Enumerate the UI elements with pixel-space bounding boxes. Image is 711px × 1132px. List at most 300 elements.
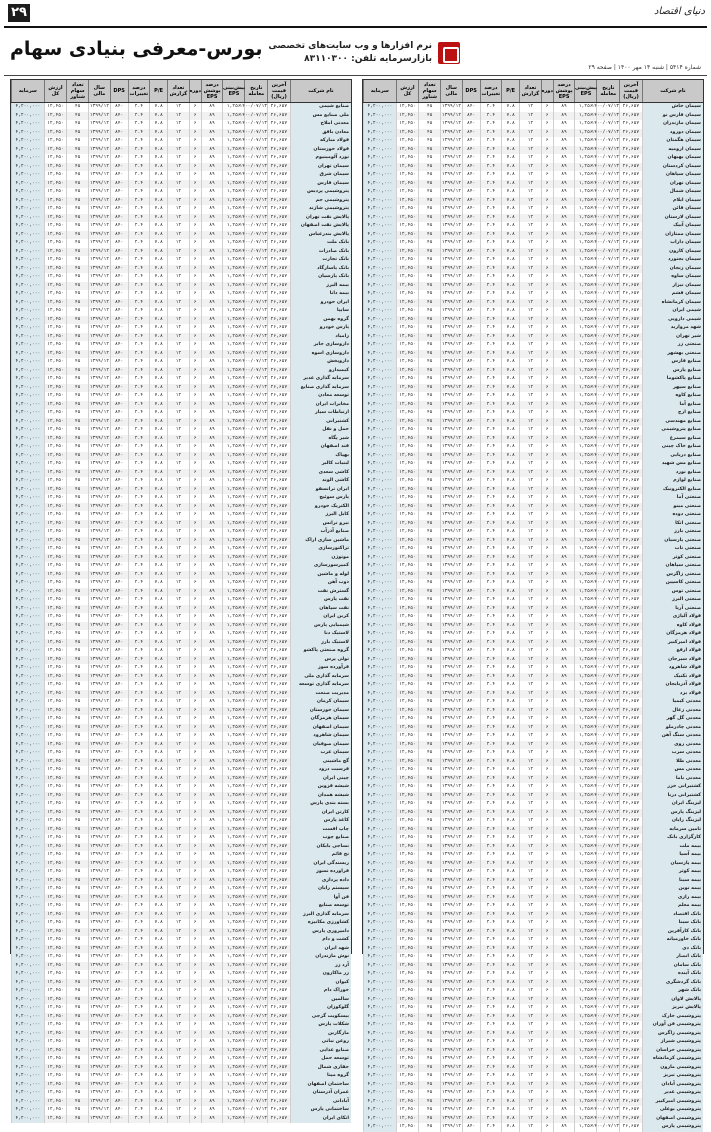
table-cell: ۸۹: [553, 647, 575, 656]
table-cell: ۴۵: [418, 299, 440, 308]
table-cell: ۱۲,۴۵۰: [44, 809, 67, 818]
table-cell: ۱۲: [519, 681, 541, 690]
table-cell: ۲۶,۶۵۷: [619, 571, 642, 580]
table-cell: ۴,۲۰۰,۰۰۰: [11, 1072, 44, 1081]
table-cell: ۷.۸: [149, 511, 167, 520]
table-cell: ۸۴۰: [462, 987, 480, 996]
table-row: [363, 724, 703, 733]
table-cell: ۱۳۹۹/۱۲: [88, 656, 110, 665]
table-cell: ۷.۸: [501, 103, 519, 112]
table-cell: ۸۴۰: [110, 843, 128, 852]
table-cell: ۸۴۰: [110, 290, 128, 299]
table-cell: ۲.۴: [128, 996, 150, 1005]
table-cell: ۴۵: [66, 299, 88, 308]
table-cell: ۶: [541, 673, 553, 682]
table-cell: ۱,۲۵۶: [574, 749, 596, 758]
table-cell: ۱,۲۵۶: [222, 902, 244, 911]
table-cell: ۸۴۰: [462, 775, 480, 784]
table-cell: ۸۹: [553, 1123, 575, 1132]
company-name: نفت پارس: [290, 596, 351, 605]
table-cell: ۲۶,۶۵۷: [267, 180, 290, 189]
table-cell: ۲۶,۶۵۷: [267, 579, 290, 588]
table-cell: ۸۹: [553, 520, 575, 529]
table-cell: ۱۳۹۹/۱۲: [88, 248, 110, 257]
table-cell: ۲۶,۶۵۷: [267, 282, 290, 291]
table-cell: ۲۶,۶۵۷: [267, 698, 290, 707]
table-cell: ۲۶,۶۵۷: [619, 341, 642, 350]
table-cell: ۱,۲۵۶: [574, 809, 596, 818]
table-row: [363, 817, 703, 826]
table-cell: ۶: [189, 494, 201, 503]
table-row: [363, 375, 703, 384]
table-cell: ۸۴۰: [462, 307, 480, 316]
table-cell: ۱۴۰۰/۰۷/۱۳: [596, 970, 619, 979]
column-header: آخرین قیمت (ریال): [267, 80, 290, 102]
table-cell: ۱,۲۵۶: [222, 673, 244, 682]
stock-table-left: [10, 79, 352, 1121]
table-cell: ۱۴۰۰/۰۷/۱۳: [596, 511, 619, 520]
table-cell: ۲۶,۶۵۷: [619, 1004, 642, 1013]
table-cell: ۲.۴: [480, 222, 502, 231]
table-cell: ۱,۲۵۶: [574, 520, 596, 529]
table-cell: ۱۲,۴۵۰: [44, 919, 67, 928]
table-cell: ۴۵: [418, 1038, 440, 1047]
table-cell: ۴,۲۰۰,۰۰۰: [363, 163, 396, 172]
table-cell: ۸۹: [201, 775, 223, 784]
table-cell: ۱۳۹۹/۱۲: [88, 401, 110, 410]
table-cell: ۱۲,۴۵۰: [396, 596, 419, 605]
table-row: [363, 834, 703, 843]
table-cell: ۴,۲۰۰,۰۰۰: [363, 868, 396, 877]
table-cell: ۲۶,۶۵۷: [267, 1004, 290, 1013]
table-cell: ۸۴۰: [462, 826, 480, 835]
table-cell: ۲۶,۶۵۷: [619, 1013, 642, 1022]
table-cell: ۸۹: [553, 282, 575, 291]
table-cell: ۲.۴: [480, 996, 502, 1005]
table-cell: ۱۴۰۰/۰۷/۱۳: [244, 596, 267, 605]
table-cell: ۶: [189, 350, 201, 359]
table-cell: ۱۲: [167, 239, 189, 248]
table-cell: ۲۶,۶۵۷: [267, 129, 290, 138]
table-cell: ۱۲: [519, 494, 541, 503]
table-cell: ۸۹: [201, 1013, 223, 1022]
table-cell: ۱,۲۵۶: [222, 503, 244, 512]
table-row: [363, 367, 703, 376]
table-cell: ۴,۲۰۰,۰۰۰: [363, 860, 396, 869]
table-cell: ۶: [541, 817, 553, 826]
table-cell: ۶: [541, 1081, 553, 1090]
table-cell: ۶: [541, 333, 553, 342]
table-cell: ۲.۴: [128, 860, 150, 869]
table-row: [11, 630, 351, 639]
table-cell: ۴,۲۰۰,۰۰۰: [363, 953, 396, 962]
company-name: ریسندگی ایران: [290, 860, 351, 869]
company-name: داروسازی جابر: [290, 341, 351, 350]
table-cell: ۸۴۰: [110, 197, 128, 206]
table-cell: ۴۵: [66, 902, 88, 911]
table-row: [11, 435, 351, 444]
table-row: [11, 936, 351, 945]
table-cell: ۲.۴: [480, 928, 502, 937]
table-cell: ۲.۴: [128, 911, 150, 920]
table-cell: ۴۵: [418, 588, 440, 597]
table-cell: ۱۲: [519, 367, 541, 376]
table-cell: ۲۶,۶۵۷: [619, 894, 642, 903]
table-cell: ۱,۲۵۶: [574, 656, 596, 665]
table-cell: ۷.۸: [149, 936, 167, 945]
table-cell: ۴۵: [66, 494, 88, 503]
table-cell: ۱,۲۵۶: [574, 171, 596, 180]
table-cell: ۸۹: [201, 741, 223, 750]
table-cell: ۲۶,۶۵۷: [619, 945, 642, 954]
table-cell: ۸۹: [201, 120, 223, 129]
table-cell: ۱۲: [519, 163, 541, 172]
table-cell: ۷.۸: [149, 273, 167, 282]
table-cell: ۲۶,۶۵۷: [267, 375, 290, 384]
table-cell: ۲۶,۶۵۷: [619, 163, 642, 172]
company-name: سیمان کرمانشاه: [642, 299, 703, 308]
table-cell: ۸۴۰: [462, 953, 480, 962]
table-cell: ۶: [189, 171, 201, 180]
table-cell: ۱۳۹۹/۱۲: [440, 885, 462, 894]
company-name: آبادانی: [290, 1098, 351, 1107]
table-cell: ۱۲: [167, 868, 189, 877]
table-cell: ۷.۸: [501, 1106, 519, 1115]
company-name: بانک کارآفرین: [642, 928, 703, 937]
table-cell: ۴۵: [418, 885, 440, 894]
table-cell: ۷.۸: [501, 639, 519, 648]
company-name: پتروشیمی بوعلی: [642, 1106, 703, 1115]
table-cell: ۶: [541, 758, 553, 767]
table-cell: ۱۴۰۰/۰۷/۱۳: [244, 664, 267, 673]
table-cell: ۱۲: [519, 605, 541, 614]
table-cell: ۱۲,۴۵۰: [396, 503, 419, 512]
table-cell: ۴,۲۰۰,۰۰۰: [363, 996, 396, 1005]
company-name: پتروشیمی مارون: [642, 1064, 703, 1073]
company-name: صنعتی زر: [642, 341, 703, 350]
table-cell: ۸۴۰: [462, 384, 480, 393]
table-cell: ۸۴۰: [110, 1072, 128, 1081]
table-cell: ۶: [189, 979, 201, 988]
table-cell: ۱۲,۴۵۰: [396, 698, 419, 707]
table-cell: ۱۴۰۰/۰۷/۱۳: [244, 426, 267, 435]
table-cell: ۱,۲۵۶: [574, 1038, 596, 1047]
table-row: [11, 401, 351, 410]
table-cell: ۸۴۰: [462, 800, 480, 809]
table-cell: ۲.۴: [128, 486, 150, 495]
table-row: [11, 469, 351, 478]
table-cell: ۱۲,۴۵۰: [396, 783, 419, 792]
company-name: پارس سوئیچ: [290, 494, 351, 503]
table-cell: ۱۴۰۰/۰۷/۱۳: [244, 800, 267, 809]
table-cell: ۶: [541, 860, 553, 869]
table-cell: ۲.۴: [128, 732, 150, 741]
table-cell: ۲.۴: [128, 384, 150, 393]
table-cell: ۴۵: [418, 562, 440, 571]
table-row: [11, 1098, 351, 1107]
table-cell: ۸۴۰: [462, 171, 480, 180]
table-cell: ۱۳۹۹/۱۲: [440, 307, 462, 316]
table-cell: ۱۳۹۹/۱۲: [440, 401, 462, 410]
table-cell: ۱۲,۴۵۰: [396, 248, 419, 257]
table-cell: ۸۴۰: [110, 571, 128, 580]
table-cell: ۲۶,۶۵۷: [267, 163, 290, 172]
table-cell: ۱,۲۵۶: [574, 1123, 596, 1132]
table-cell: ۱۳۹۹/۱۲: [440, 299, 462, 308]
table-cell: ۸۴۰: [462, 562, 480, 571]
table-cell: ۸۴۰: [462, 435, 480, 444]
table-cell: ۲.۴: [128, 282, 150, 291]
table-cell: ۸۹: [201, 205, 223, 214]
table-cell: ۸۴۰: [462, 962, 480, 971]
table-cell: ۱۳۹۹/۱۲: [88, 1098, 110, 1107]
table-cell: ۴,۲۰۰,۰۰۰: [363, 681, 396, 690]
table-cell: ۷.۸: [149, 282, 167, 291]
table-cell: ۱,۲۵۶: [222, 452, 244, 461]
table-cell: ۱۴۰۰/۰۷/۱۳: [596, 647, 619, 656]
table-cell: ۴۵: [418, 112, 440, 121]
table-cell: ۱,۲۵۶: [574, 877, 596, 886]
table-cell: ۷.۸: [149, 613, 167, 622]
table-cell: ۸۴۰: [110, 426, 128, 435]
table-cell: ۸۹: [553, 418, 575, 427]
table-cell: ۷.۸: [501, 358, 519, 367]
table-cell: ۴۵: [66, 724, 88, 733]
table-cell: ۷.۸: [501, 256, 519, 265]
table-cell: ۱۲,۴۵۰: [44, 214, 67, 223]
table-cell: ۸۴۰: [110, 928, 128, 937]
table-cell: ۸۴۰: [110, 494, 128, 503]
table-cell: ۱۲: [167, 511, 189, 520]
company-name: سیمان آبیک: [642, 222, 703, 231]
table-cell: ۲.۴: [480, 673, 502, 682]
table-cell: ۷.۸: [501, 936, 519, 945]
table-cell: ۱۴۰۰/۰۷/۱۳: [244, 392, 267, 401]
table-cell: ۲۶,۶۵۷: [267, 554, 290, 563]
table-cell: ۱۲,۴۵۰: [396, 885, 419, 894]
table-cell: ۱۲,۴۵۰: [44, 579, 67, 588]
table-cell: ۱۲,۴۵۰: [396, 860, 419, 869]
table-cell: ۱۲: [167, 1081, 189, 1090]
table-cell: ۶: [541, 282, 553, 291]
table-cell: ۸۴۰: [462, 1030, 480, 1039]
table-cell: ۴,۲۰۰,۰۰۰: [11, 231, 44, 240]
table-cell: ۲۶,۶۵۷: [267, 384, 290, 393]
table-cell: ۱۴۰۰/۰۷/۱۳: [244, 639, 267, 648]
table-cell: ۱۲: [519, 885, 541, 894]
table-row: [11, 503, 351, 512]
table-cell: ۸۹: [201, 239, 223, 248]
table-cell: ۱۴۰۰/۰۷/۱۳: [244, 554, 267, 563]
table-cell: ۱۲: [167, 860, 189, 869]
table-cell: ۷.۸: [501, 197, 519, 206]
table-body: [363, 103, 703, 1132]
table-cell: ۲.۴: [480, 256, 502, 265]
table-cell: ۴,۲۰۰,۰۰۰: [363, 1021, 396, 1030]
table-row: [11, 579, 351, 588]
table-cell: ۱۲,۴۵۰: [396, 188, 419, 197]
table-cell: ۲۶,۶۵۷: [619, 503, 642, 512]
table-row: [363, 1021, 703, 1030]
table-cell: ۲.۴: [128, 639, 150, 648]
table-cell: ۲.۴: [480, 375, 502, 384]
table-cell: ۱۳۹۹/۱۲: [440, 834, 462, 843]
table-cell: ۸۴۰: [462, 503, 480, 512]
table-cell: ۷.۸: [501, 443, 519, 452]
table-cell: ۴,۲۰۰,۰۰۰: [11, 707, 44, 716]
table-cell: ۶: [541, 401, 553, 410]
table-cell: ۸۴۰: [462, 860, 480, 869]
table-cell: ۲۶,۶۵۷: [619, 817, 642, 826]
table-cell: ۷.۸: [149, 214, 167, 223]
table-cell: ۴,۲۰۰,۰۰۰: [363, 622, 396, 631]
table-cell: ۱۲,۴۵۰: [44, 647, 67, 656]
table-cell: ۲۶,۶۵۷: [619, 919, 642, 928]
table-cell: ۴۵: [66, 1004, 88, 1013]
table-cell: ۱۲,۴۵۰: [44, 333, 67, 342]
table-cell: ۴,۲۰۰,۰۰۰: [363, 307, 396, 316]
table-cell: ۱۳۹۹/۱۲: [88, 673, 110, 682]
table-cell: ۱۲,۴۵۰: [396, 486, 419, 495]
company-name: بانک خاورمیانه: [642, 936, 703, 945]
table-cell: ۱۲,۴۵۰: [44, 622, 67, 631]
company-name: شهد مروارید: [642, 324, 703, 333]
table-cell: ۱۳۹۹/۱۲: [88, 902, 110, 911]
table-cell: ۱۳۹۹/۱۲: [440, 928, 462, 937]
table-cell: ۲.۴: [480, 129, 502, 138]
table-cell: ۱۲: [519, 987, 541, 996]
table-cell: ۱,۲۵۶: [222, 154, 244, 163]
table-cell: ۱,۲۵۶: [222, 537, 244, 546]
table-cell: ۱۴۰۰/۰۷/۱۳: [244, 154, 267, 163]
table-cell: ۱۳۹۹/۱۲: [440, 528, 462, 537]
table-cell: ۲.۴: [480, 613, 502, 622]
table-cell: ۲.۴: [128, 112, 150, 121]
table-cell: ۱,۲۵۶: [574, 962, 596, 971]
table-cell: ۱۲: [167, 826, 189, 835]
table-row: [363, 282, 703, 291]
table-row: [363, 384, 703, 393]
table-cell: ۲۶,۶۵۷: [267, 231, 290, 240]
table-cell: ۱,۲۵۶: [222, 1106, 244, 1115]
table-cell: ۱۳۹۹/۱۲: [88, 894, 110, 903]
table-cell: ۲.۴: [480, 639, 502, 648]
table-cell: ۱۲,۴۵۰: [396, 528, 419, 537]
table-cell: ۱۲,۴۵۰: [44, 962, 67, 971]
table-cell: ۱۲,۴۵۰: [396, 996, 419, 1005]
column-header: درصد پوشش EPS: [201, 80, 223, 102]
table-cell: ۶: [189, 792, 201, 801]
table-cell: ۴۵: [66, 1115, 88, 1124]
table-cell: ۱۲: [167, 256, 189, 265]
table-cell: ۱۳۹۹/۱۲: [88, 664, 110, 673]
table-row: [363, 554, 703, 563]
table-cell: ۱۲: [519, 817, 541, 826]
table-cell: ۸۹: [201, 707, 223, 716]
table-cell: ۲.۴: [128, 843, 150, 852]
table-cell: ۱۲,۴۵۰: [44, 588, 67, 597]
table-cell: ۸۹: [201, 630, 223, 639]
table-cell: ۱۳۹۹/۱۲: [440, 1089, 462, 1098]
table-cell: ۸۹: [553, 426, 575, 435]
table-cell: ۱,۲۵۶: [222, 146, 244, 155]
table-cell: ۶: [541, 630, 553, 639]
table-cell: ۱,۲۵۶: [574, 826, 596, 835]
table-cell: ۱۳۹۹/۱۲: [440, 826, 462, 835]
table-cell: ۷.۸: [149, 953, 167, 962]
table-cell: ۸۹: [553, 188, 575, 197]
table-cell: ۱۳۹۹/۱۲: [88, 290, 110, 299]
table-row: [11, 962, 351, 971]
company-name: بانک آینده: [642, 970, 703, 979]
table-cell: ۶: [541, 970, 553, 979]
table-cell: ۱,۲۵۶: [574, 664, 596, 673]
table-cell: ۸۹: [553, 1004, 575, 1013]
table-cell: ۶: [541, 656, 553, 665]
table-cell: ۶: [541, 545, 553, 554]
table-cell: ۷.۸: [149, 970, 167, 979]
company-name: سیمان داراب: [642, 239, 703, 248]
table-cell: ۶: [189, 741, 201, 750]
table-cell: ۱۲: [519, 1089, 541, 1098]
table-cell: ۸۴۰: [110, 792, 128, 801]
table-cell: ۴۵: [418, 137, 440, 146]
table-row: [11, 885, 351, 894]
table-cell: ۴۵: [418, 409, 440, 418]
table-cell: ۸۹: [553, 477, 575, 486]
table-cell: ۴,۲۰۰,۰۰۰: [363, 146, 396, 155]
table-cell: ۲.۴: [480, 486, 502, 495]
table-row: [11, 426, 351, 435]
table-cell: ۸۹: [201, 588, 223, 597]
table-cell: ۲.۴: [480, 698, 502, 707]
table-cell: ۷.۸: [149, 154, 167, 163]
table-cell: ۴,۲۰۰,۰۰۰: [363, 282, 396, 291]
table-cell: ۸۹: [201, 299, 223, 308]
table-cell: ۶: [541, 1115, 553, 1124]
table-cell: ۴,۲۰۰,۰۰۰: [363, 817, 396, 826]
table-cell: ۷.۸: [501, 299, 519, 308]
table-cell: ۴۵: [66, 1047, 88, 1056]
table-cell: ۱۴۰۰/۰۷/۱۳: [244, 928, 267, 937]
table-cell: ۱۲: [519, 1038, 541, 1047]
table-cell: ۸۴۰: [462, 1038, 480, 1047]
table-cell: ۱۲: [519, 919, 541, 928]
table-cell: ۲.۴: [128, 171, 150, 180]
table-cell: ۸۹: [553, 341, 575, 350]
table-cell: ۷.۸: [501, 681, 519, 690]
table-cell: ۸۴۰: [462, 1064, 480, 1073]
table-cell: ۱۴۰۰/۰۷/۱۳: [596, 350, 619, 359]
table-cell: ۱۳۹۹/۱۲: [88, 860, 110, 869]
table-cell: ۸۹: [553, 894, 575, 903]
table-cell: ۱,۲۵۶: [574, 435, 596, 444]
table-cell: ۷.۸: [501, 341, 519, 350]
table-cell: ۱,۲۵۶: [222, 511, 244, 520]
table-row: [11, 613, 351, 622]
table-row: [11, 477, 351, 486]
table-cell: ۲.۴: [128, 1021, 150, 1030]
table-cell: ۴,۲۰۰,۰۰۰: [363, 1030, 396, 1039]
table-cell: ۲۶,۶۵۷: [619, 749, 642, 758]
table-cell: ۷.۸: [501, 792, 519, 801]
table-cell: ۱,۲۵۶: [574, 571, 596, 580]
table-cell: ۸۴۰: [462, 214, 480, 223]
table-cell: ۱,۲۵۶: [222, 690, 244, 699]
column-header: سال مالی: [440, 80, 462, 102]
table-cell: ۱۲: [519, 1064, 541, 1073]
advertisement[interactable]: [270, 40, 460, 70]
